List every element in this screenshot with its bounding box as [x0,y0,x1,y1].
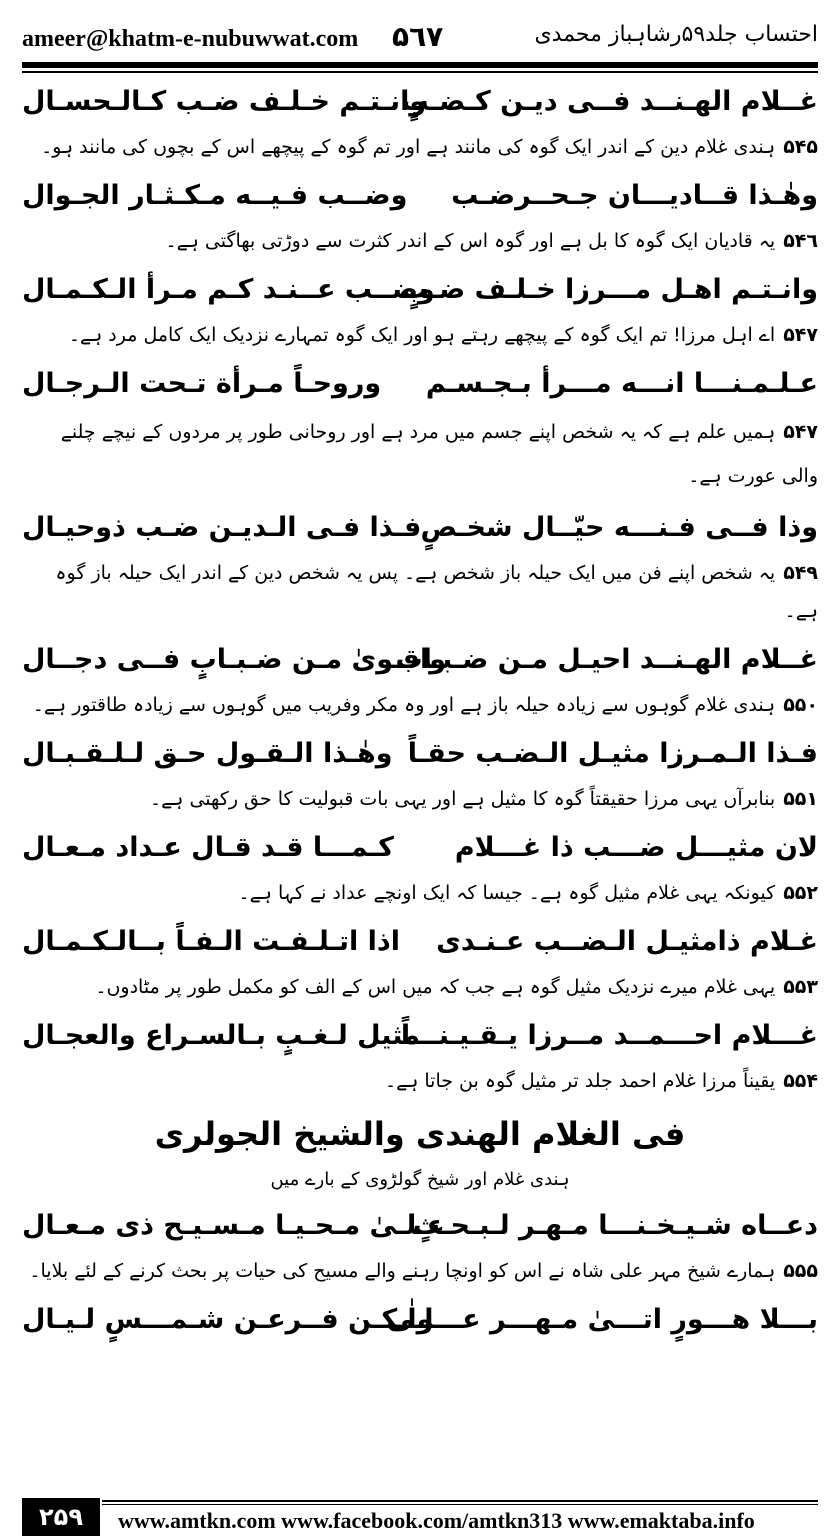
verse-first-hemistich: غـلام ذامثيـل الـضــب عـنـدى [436,926,818,957]
verse-line [22,1296,818,1346]
translation-text: یہی غلام میرے نزدیک مثیل گوہ ہے جب کہ میں اس کے الف کو مکمل طور پر مٹادوں۔ [95,976,776,998]
verse-number: ۵۴۷ [783,324,818,346]
verse-first-hemistich: دعــاه شـيـخـنـــا مـهـر لـبـحـثٍ [412,1210,818,1241]
verse-second-hemistich: وروحـاً مـرأة تـحت الـرجـال [22,368,382,399]
verse-line [22,360,818,410]
verse-number: ۵۵۵ [783,1260,818,1282]
verse-line [22,1012,818,1062]
verse-first-hemistich: لان مثيـــل ضـــب ذا غـــلام [454,832,818,863]
header-rule-thick [22,62,818,68]
verse-second-hemistich: وضــب فـيــه مـكـثـار الجـوال [22,180,408,211]
translation-line [22,222,818,266]
translation-text: ہمیں علم ہے کہ یہ شخص اپنے جسم میں مرد ہے اور روحانی طور پر مردوں کے نیچے چلنے والی عورت ہے۔ [60,421,818,487]
verse-number: ۵۵۲ [783,882,818,904]
translation-line [22,128,818,172]
translation-line [22,316,818,360]
verse-first-hemistich: عـلـمـنـــا انـــه مـــرأ بـجـسـم [425,368,818,399]
translation-line [22,1062,818,1106]
verse-second-hemistich: عـلـىٰ مـحـيـا مـسـيـح ذى مـعـال [22,1210,445,1241]
verse-first-hemistich: غــلام الهـنــد فــى ديـن كـضـبٍ [401,86,818,117]
header-page-number: ۵٦٧ [392,20,444,53]
footer-rule-thin [102,1504,818,1505]
translation-text: یہ شخص اپنے فن میں ایک حیلہ باز شخص ہے۔ پس یہ شخص دین کے اندر ایک حیلہ باز گوہ ہے۔ [55,562,818,622]
verse-first-hemistich: غــلام الهـنــد احيـل مـن ضـبـاب [395,644,818,675]
translation-line [22,874,818,918]
verse-number: ۵۵۰ [783,694,818,716]
verse-second-hemistich: كـمـــا قـد قـال عـداد مـعـال [22,832,394,863]
footer-page-number: ۲۵۹ [22,1498,100,1536]
verse-line [22,78,818,128]
verse-number: ۵۴٦ [783,230,818,252]
translation-text: اے اہل مرزا! تم ایک گوہ کے پیچھے رہتے ہو اور ایک گوہ تمہارے نزدیک ایک کامل مرد ہے۔ [68,324,776,346]
verse-first-hemistich: فـذا الـمـرزا مثيـل الـضـب حقـاً [407,738,818,769]
translation-text: ہمارے شیخ مہر علی شاہ نے اس کو اونچا رہنے والے مسیح کی حیات پر بحث کرنے کے لئے بلایا۔ [29,1260,776,1282]
verse-line [22,266,818,316]
verse-second-hemistich: وضــب عــنـد كـم مـرأ الـكـمـال [22,274,435,305]
translation-text: ہندی غلام دین کے اندر ایک گوہ کی مانند ہے اور تم گوہ کے پیچھے اس کے بچوں کی مانند ہو۔ [41,136,776,158]
page-header [22,18,818,60]
verse-second-hemistich: اذا اتـلـفـت الـفـاً بــالـكـمـال [22,926,401,957]
verse-number: ۵۵۱ [783,788,818,810]
footer-rule [102,1500,818,1502]
verse-number: ۵۴۵ [783,136,818,158]
verse-number: ۵۴۷ [783,421,818,443]
verse-first-hemistich: وانـتـم اهـل مـــرزا خـلـف ضـبٍ [401,274,818,305]
verse-first-hemistich: وذا فــى فـنـــه حيّــال شخـصٍ [420,512,818,543]
verse-line [22,636,818,686]
verse-second-hemistich: مثيل لـغـبٍ بـالسـراع والعجـال [22,1020,420,1051]
verse-first-hemistich: غـــلام احـــمــد مــرزا يـقـيـنـــاً [400,1020,818,1051]
translation-text: کیونکہ یہی غلام مثیل گوہ ہے۔ جیسا کہ ایک اونچے عداد نے کہا ہے۔ [238,882,776,904]
translation-line [22,780,818,824]
verse-second-hemistich: ولٰـكـن فــرعـن شـمـــسٍ لـيـال [22,1304,434,1335]
translation-text: ہندی غلام گوہوں سے زیادہ حیلہ باز ہے اور وہ مکر وفریب میں گوہوں سے زیادہ طاقتور ہے۔ [32,694,776,716]
translation-line [22,968,818,1012]
translation-text: یہ قادیان ایک گوہ کا بل ہے اور گوہ اس کے اندر کثرت سے دوڑتی بھاگتی ہے۔ [165,230,776,252]
verse-line [22,824,818,874]
page-footer [22,1498,818,1538]
translation-text: یقیناً مرزا غلام احمد جلد تر مثیل گوہ بن جاتا ہے۔ [384,1070,776,1092]
translation-line [22,686,818,730]
verse-line [22,1202,818,1252]
section-title: فى الغلام الهندى والشيخ الجولرى [154,1115,686,1153]
verse-second-hemistich: وهٰـذا الـقـول حـق لـلـقـبـال [22,738,393,769]
translation-line [22,410,818,504]
translation-line [22,1252,818,1296]
verse-second-hemistich: وانـتـم خـلـف ضـب كـالـحسـال [22,86,427,117]
verse-number: ۵۴۹ [783,562,818,584]
verse-first-hemistich: بـــلا هـــورٍ اتـــىٰ مـهـــر عـــلـى [386,1304,818,1335]
section-subtitle: ہندی غلام اور شیخ گولڑوی کے بارے میں [270,1169,570,1190]
verse-line [22,172,818,222]
footer-urls: www.amtkn.com www.facebook.com/amtkn313 www.emaktaba.info [118,1508,755,1533]
poem-content [22,78,818,1346]
translation-text: بنابرآں یہی مرزا حقیقتاً گوہ کا مثیل ہے اور یہی بات قبولیت کا حق رکھتی ہے۔ [150,788,776,810]
header-rule-thin [22,71,818,73]
verse-second-hemistich: فـذا فـى الـديـن ضـب ذوحيـال [22,512,422,543]
verse-first-hemistich: وهٰـذا قــاديـــان جـحــرضـب [451,180,818,211]
verse-line [22,504,818,554]
verse-number: ۵۵۴ [783,1070,818,1092]
verse-line [22,918,818,968]
verse-line [22,730,818,780]
header-book-title: احتساب جلد۵۹رشاہباز محمدی [534,22,818,47]
header-email: ameer@khatm-e-nubuwwat.com [22,26,359,52]
verse-number: ۵۵۳ [783,976,818,998]
translation-line [22,554,818,636]
verse-second-hemistich: واقـوىٰ مـن ضـبـابٍ فــى دجــال [22,644,447,675]
